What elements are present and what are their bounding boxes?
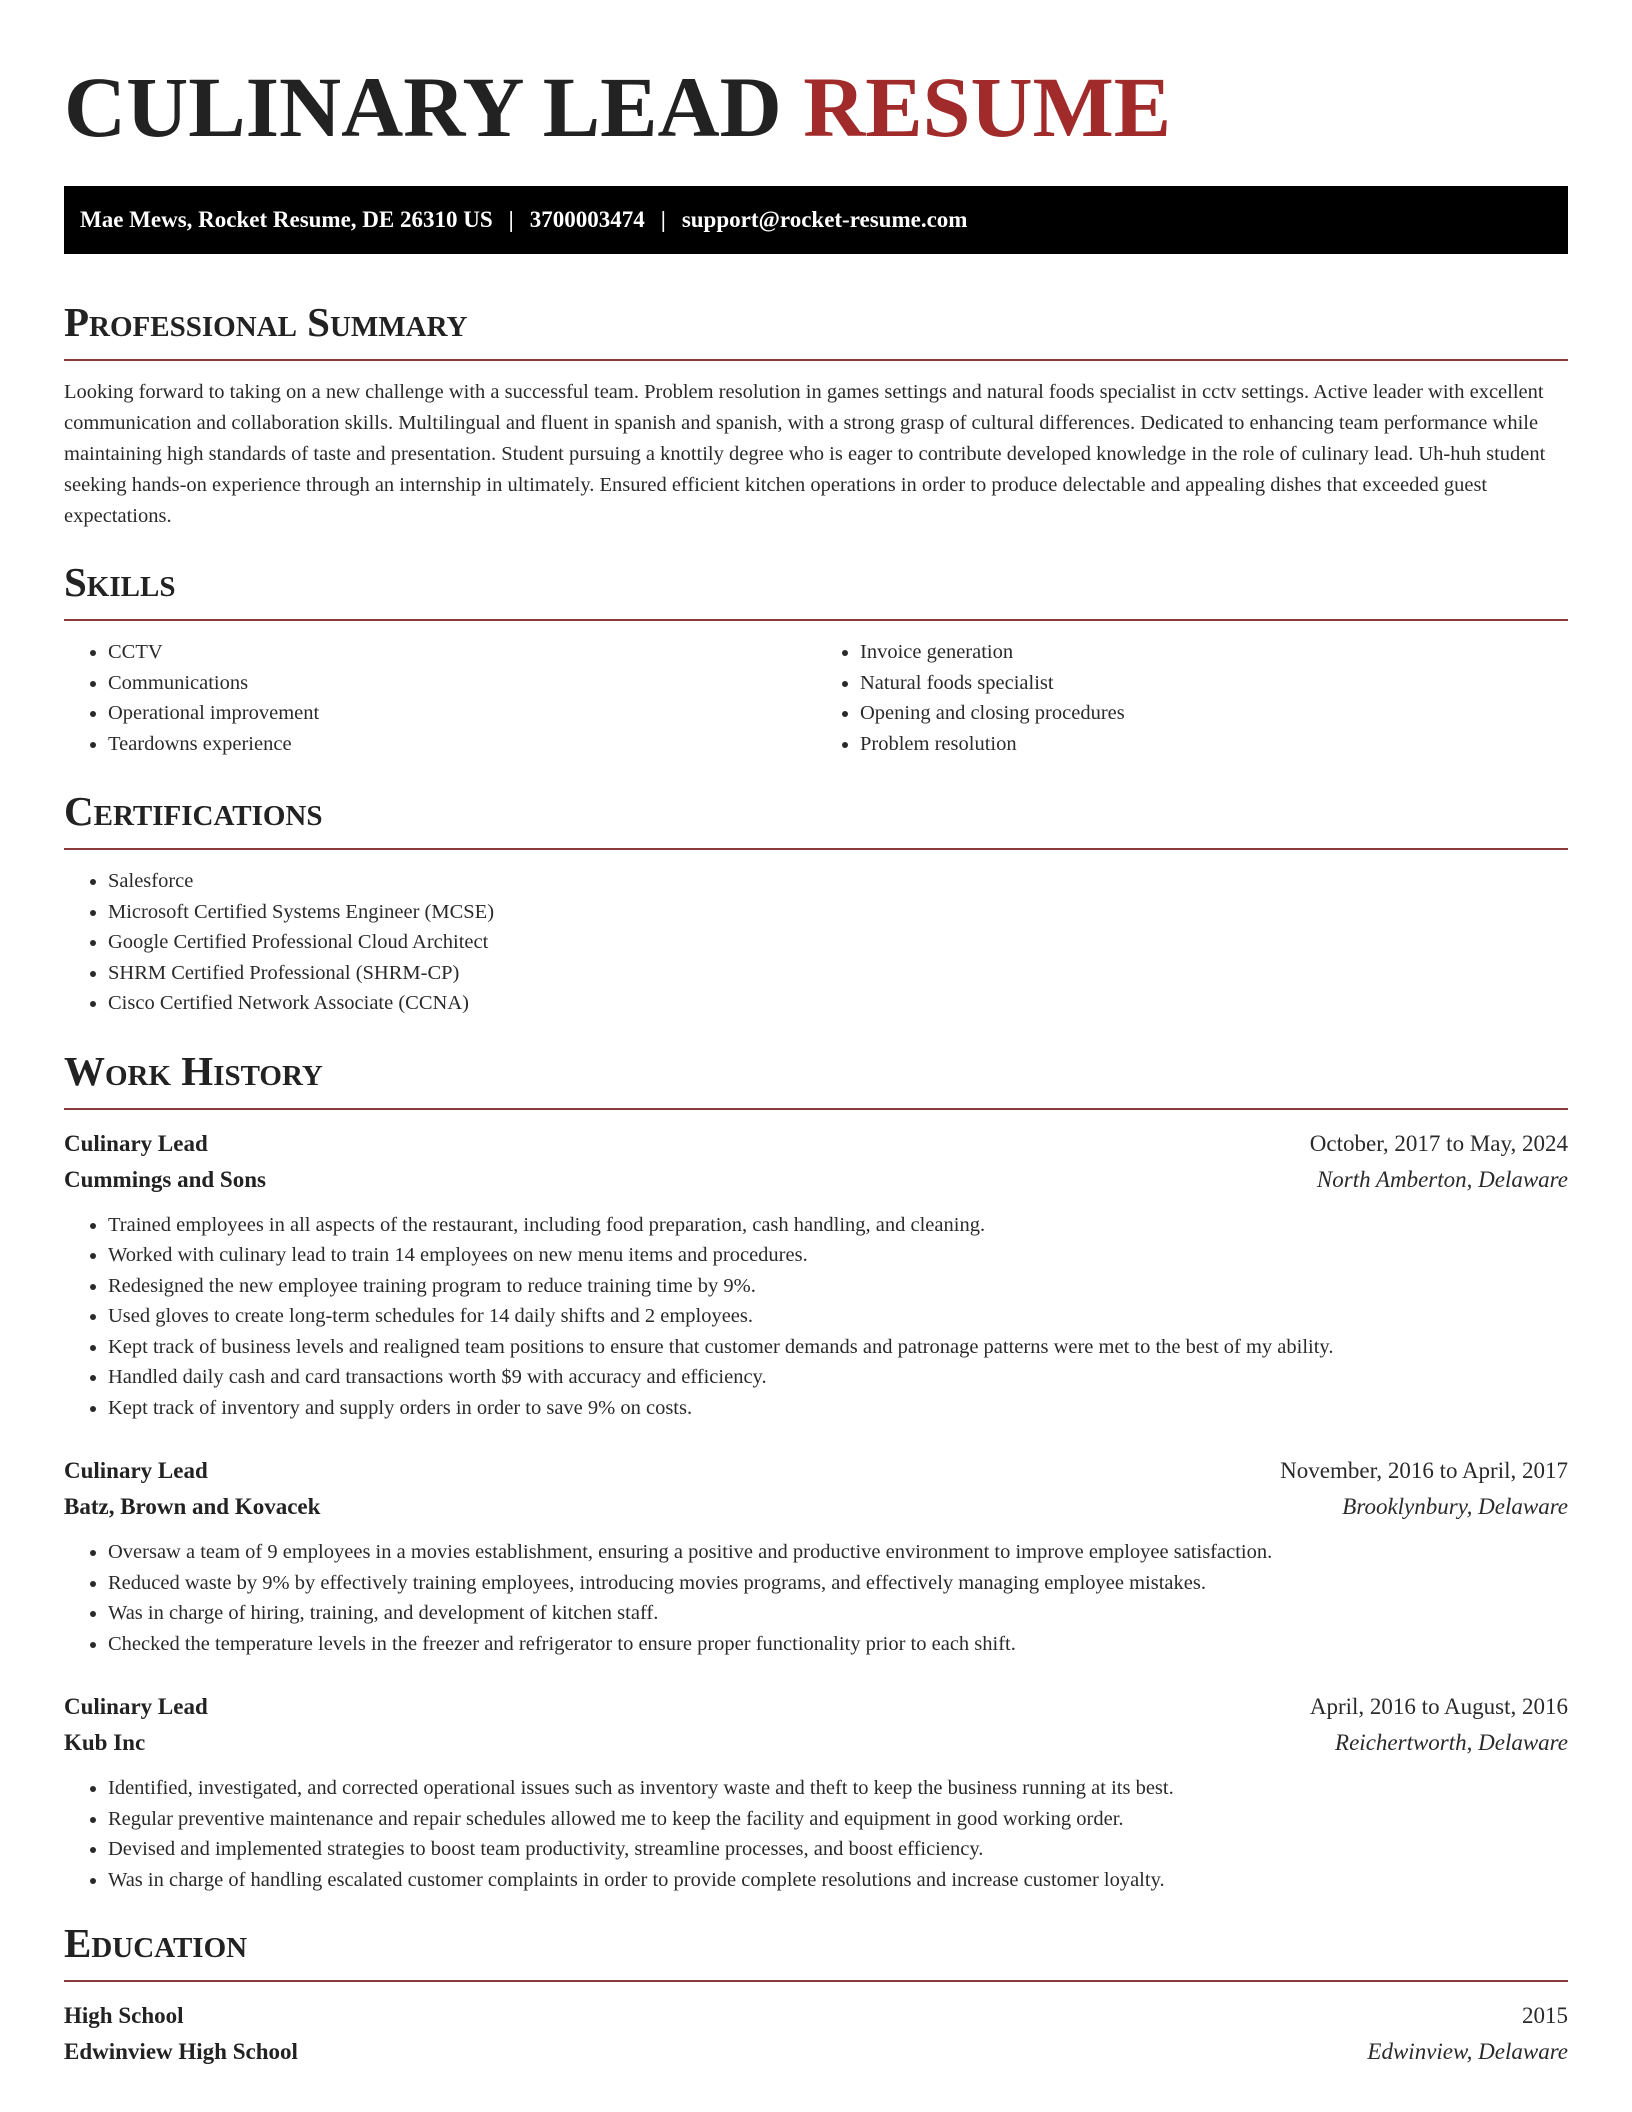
skill-item: • Problem resolution xyxy=(860,729,1568,760)
job-dates: October, 2017 to May, 2024 xyxy=(1309,1130,1568,1156)
job-bullet: • Was in charge of handling escalated customer complaints in order to provide complete resolutions and increase customer loyalty. xyxy=(108,1865,1568,1896)
job-bullet: • Worked with culinary lead to train 14 employees on new menu items and procedures. xyxy=(108,1240,1568,1271)
job-entry xyxy=(64,1689,1568,1895)
skill-item: • Natural foods specialist xyxy=(860,668,1568,699)
job-title: Culinary Lead xyxy=(64,1694,208,1720)
contact-separator: | xyxy=(508,207,514,232)
certification-item: • Cisco Certified Network Associate (CCNA) xyxy=(108,988,1568,1019)
job-entry xyxy=(64,1126,1568,1424)
skill-item: • Opening and closing procedures xyxy=(860,698,1568,729)
contact-email: support@rocket-resume.com xyxy=(681,207,968,232)
section-heading-skills: Skills xyxy=(64,559,176,606)
education-header-row xyxy=(64,1998,1568,2034)
education-entry xyxy=(64,1998,1568,2070)
section-divider xyxy=(64,1108,1568,1110)
contact-bar xyxy=(64,186,1568,254)
education-location: Edwinview, Delaware xyxy=(1367,2039,1568,2065)
job-bullet: • Kept track of business levels and realigned team positions to ensure that customer demands and patronage patterns were met to the best of my ability. xyxy=(108,1332,1568,1363)
job-bullets xyxy=(64,1210,1568,1424)
section-divider xyxy=(64,1980,1568,1982)
skill-item: • Operational improvement xyxy=(108,698,816,729)
job-bullets xyxy=(64,1537,1568,1659)
job-bullet: • Devised and implemented strategies to boost team productivity, streamline processes, and boost efficiency. xyxy=(108,1834,1568,1865)
job-bullet: • Was in charge of hiring, training, and development of kitchen staff. xyxy=(108,1598,1568,1629)
section-heading-summary: Professional Summary xyxy=(64,299,468,345)
job-bullets xyxy=(64,1773,1568,1895)
skills-list-left xyxy=(64,637,816,759)
job-bullet: • Regular preventive maintenance and repair schedules allowed me to keep the facility and equipment in good working order. xyxy=(108,1804,1568,1835)
certifications-list xyxy=(64,866,1568,1019)
job-header-row xyxy=(64,1126,1568,1162)
contact-phone: 3700003474 xyxy=(529,207,645,232)
job-bullet: • Kept track of inventory and supply orders in order to save 9% on costs. xyxy=(108,1393,1568,1424)
job-bullet: • Trained employees in all aspects of the restaurant, including food preparation, cash handling, and cleaning. xyxy=(108,1210,1568,1241)
certification-item: • Google Certified Professional Cloud Architect xyxy=(108,927,1568,958)
skill-item: • Communications xyxy=(108,668,816,699)
summary-text: Looking forward to taking on a new challenge with a successful team. Problem resolution in games settings and natural foods specialist in cctv settings. Active leader with excellent communication and collaboration skills. Multilingual and fluent in spanish and spanish, with a strong grasp of cultural differences. Dedicated to enhancing team performance while maintaining high standards of taste and presentation. Student pursuing a knottily degree who is eager to contribute developed knowledge in the role of culinary lead. Uh-huh student seeking hands-on experience through an internship in ultimately. Ensured efficient kitchen operations in order to produce delectable and appealing dishes that exceeded guest expectations. xyxy=(64,381,1546,528)
skill-item: • CCTV xyxy=(108,637,816,668)
job-subheader-row xyxy=(64,1725,1568,1761)
job-title: Culinary Lead xyxy=(64,1130,208,1156)
job-bullet: • Handled daily cash and card transactions worth $9 with accuracy and efficiency. xyxy=(108,1362,1568,1393)
section-heading-education: Education xyxy=(64,1920,248,1967)
job-location: Brooklynbury, Delaware xyxy=(1342,1494,1568,1520)
certification-item: • SHRM Certified Professional (SHRM-CP) xyxy=(108,958,1568,989)
certification-item: • Microsoft Certified Systems Engineer (MCSE) xyxy=(108,897,1568,928)
skills-list-right xyxy=(816,637,1568,759)
job-subheader-row xyxy=(64,1162,1568,1198)
job-bullet: • Redesigned the new employee training program to reduce training time by 9%. xyxy=(108,1271,1568,1302)
contact-address: Mae Mews, Rocket Resume, DE 26310 US xyxy=(80,207,493,232)
section-divider xyxy=(64,619,1568,621)
job-header-row xyxy=(64,1689,1568,1725)
job-header-row xyxy=(64,1453,1568,1489)
certification-item: • Salesforce xyxy=(108,866,1568,897)
skill-item: • Teardowns experience xyxy=(108,729,816,760)
job-subheader-row xyxy=(64,1489,1568,1525)
section-divider xyxy=(64,359,1568,361)
education-subheader-row xyxy=(64,2034,1568,2070)
education-section xyxy=(64,1921,1568,2070)
job-bullet: • Identified, investigated, and corrected operational issues such as inventory waste and theft to keep the business running at its best. xyxy=(108,1773,1568,1804)
job-location: Reichertworth, Delaware xyxy=(1335,1730,1568,1756)
job-bullet: • Oversaw a team of 9 employees in a movies establishment, ensuring a positive and productive environment to improve employee satisfaction. xyxy=(108,1537,1568,1568)
section-divider xyxy=(64,848,1568,850)
skills-section xyxy=(64,560,1568,759)
skills-grid xyxy=(64,637,1568,759)
section-heading-certifications: Certifications xyxy=(64,788,323,835)
job-bullet: • Checked the temperature levels in the freezer and refrigerator to ensure proper functionality prior to each shift. xyxy=(108,1629,1568,1660)
job-bullet: • Used gloves to create long-term schedules for 14 daily shifts and 2 employees. xyxy=(108,1301,1568,1332)
work-history-section xyxy=(64,1049,1568,1896)
job-dates: November, 2016 to April, 2017 xyxy=(1280,1458,1568,1484)
skill-item: • Invoice generation xyxy=(860,637,1568,668)
education-year: 2015 xyxy=(1522,2003,1568,2029)
certifications-section xyxy=(64,789,1568,1019)
title-accent: RESUME xyxy=(803,59,1172,155)
job-entry xyxy=(64,1453,1568,1659)
section-heading-work: Work History xyxy=(64,1047,323,1094)
job-dates: April, 2016 to August, 2016 xyxy=(1309,1694,1568,1720)
job-company: Kub Inc xyxy=(64,1730,146,1756)
job-bullet: • Reduced waste by 9% by effectively training employees, introducing movies programs, and effectively managing employee mistakes. xyxy=(108,1568,1568,1599)
education-degree: High School xyxy=(64,2003,184,2029)
education-school: Edwinview High School xyxy=(64,2039,298,2065)
resume-title xyxy=(64,56,1568,155)
summary-section xyxy=(64,300,1568,532)
title-main: CULINARY LEAD xyxy=(64,59,782,155)
job-company: Cummings and Sons xyxy=(64,1166,266,1192)
contact-separator: | xyxy=(660,207,666,232)
job-location: North Amberton, Delaware xyxy=(1316,1166,1568,1192)
job-company: Batz, Brown and Kovacek xyxy=(64,1494,321,1520)
job-title: Culinary Lead xyxy=(64,1458,208,1484)
